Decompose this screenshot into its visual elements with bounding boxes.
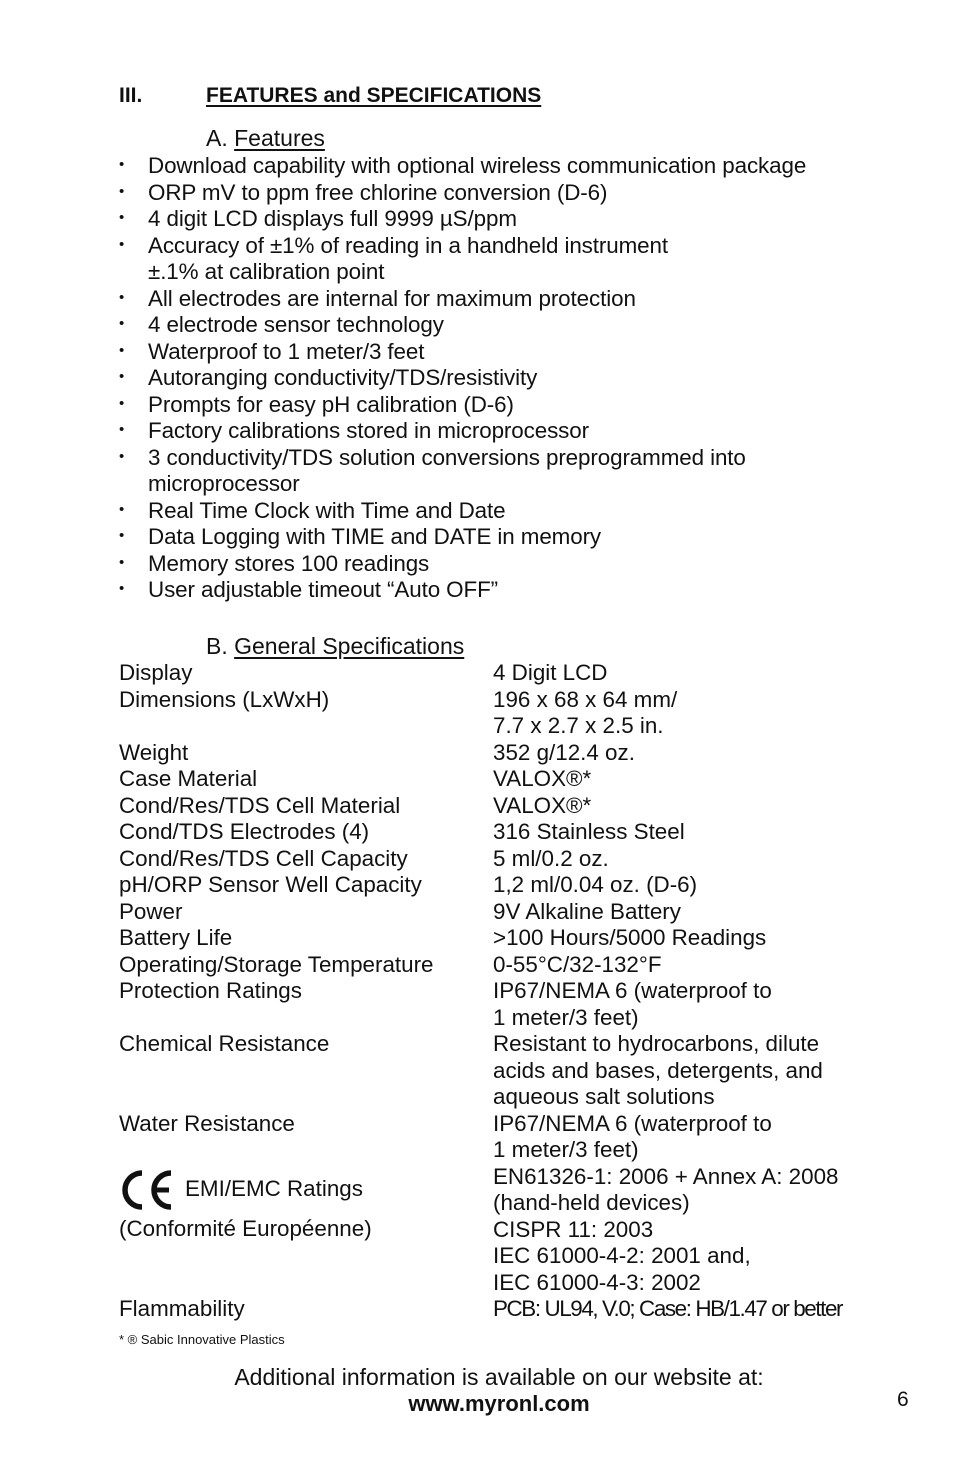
feature-item-line: • Accuracy of ±1% of reading in a handheld instrument <box>148 232 668 258</box>
specs-heading-label: General Specifications <box>234 633 465 659</box>
spec-value-line: Resistant to hydrocarbons, dilute <box>493 1031 820 1056</box>
spec-label: pH/ORP Sensor Well Capacity <box>119 872 422 897</box>
feature-item-line: • Waterproof to 1 meter/3 feet <box>148 338 425 364</box>
emi-label-line <box>119 1164 493 1216</box>
spec-value <box>493 793 899 820</box>
feature-item <box>119 153 879 180</box>
spec-value-line: 1 meter/3 feet) <box>493 1137 639 1162</box>
spec-label: Cond/Res/TDS Cell Capacity <box>119 845 408 871</box>
feature-item <box>119 418 879 445</box>
spec-row <box>119 1111 899 1164</box>
emi-value-line: IEC 61000-4-2: 2001 and, <box>493 1243 751 1268</box>
spec-value-line: >100 Hours/5000 Readings <box>493 925 767 950</box>
spec-row <box>119 846 899 873</box>
ce-mark-icon <box>119 1167 177 1213</box>
spec-label: Water Resistance <box>119 1110 295 1136</box>
spec-row <box>119 978 899 1031</box>
specs-rows <box>119 660 899 1164</box>
spec-value-line: 352 g/12.4 oz. <box>493 739 635 765</box>
page-number: 6 <box>897 1388 909 1411</box>
feature-item <box>119 286 879 313</box>
spec-label: Battery Life <box>119 925 233 950</box>
spec-value <box>493 846 899 873</box>
spec-row <box>119 793 899 820</box>
spec-value-line: acids and bases, detergents, and <box>493 1057 823 1083</box>
spec-value-line: 4 Digit LCD <box>493 660 608 685</box>
footnote: * ® Sabic Innovative Plastics <box>119 1332 285 1347</box>
feature-item-line: • 4 electrode sensor technology <box>148 312 444 337</box>
spec-value <box>493 925 899 952</box>
spec-value <box>493 687 899 740</box>
spec-value <box>493 978 899 1031</box>
spec-label: Display <box>119 660 193 685</box>
specs-heading-prefix: B. <box>206 633 228 659</box>
features-heading <box>206 125 325 152</box>
spec-value-line: 1 meter/3 feet) <box>493 1004 639 1030</box>
flammability-value: PCB: UL94, V.0; Case: HB/1.47 or better <box>493 1296 843 1321</box>
spec-value-line: 7.7 x 2.7 x 2.5 in. <box>493 713 664 738</box>
spec-value <box>493 819 899 846</box>
emi-value-line: EN61326-1: 2006 + Annex A: 2008 <box>493 1163 839 1189</box>
flammability-row <box>119 1296 899 1323</box>
feature-item-line: • ORP mV to ppm free chlorine conversion (D-6) <box>148 179 608 205</box>
emi-values <box>493 1164 838 1297</box>
feature-item <box>119 524 879 551</box>
flammability-label: Flammability <box>119 1296 245 1321</box>
emi-row <box>119 1164 899 1297</box>
feature-item <box>119 445 879 498</box>
spec-value <box>493 660 899 687</box>
spec-label: Weight <box>119 739 189 765</box>
spec-value <box>493 952 899 979</box>
spec-value-line: 196 x 68 x 64 mm/ <box>493 686 678 712</box>
website-url: www.myronl.com <box>408 1391 590 1416</box>
feature-item <box>119 233 879 286</box>
features-heading-label: Features <box>234 125 325 151</box>
feature-item <box>119 498 879 525</box>
spec-value <box>493 740 899 767</box>
feature-item <box>119 577 879 604</box>
spec-value-line: IP67/NEMA 6 (waterproof to <box>493 978 772 1003</box>
feature-item-line: • 3 conductivity/TDS solution conversions preprogrammed into <box>148 444 746 470</box>
spec-row <box>119 1031 899 1111</box>
feature-item <box>119 339 879 366</box>
feature-item-line: • 4 digit LCD displays full 9999 µS/ppm <box>148 206 517 231</box>
feature-item-line: • Factory calibrations stored in microprocessor <box>148 418 589 443</box>
spec-value-line: aqueous salt solutions <box>493 1084 715 1109</box>
spec-value <box>493 766 899 793</box>
feature-item-line: • All electrodes are internal for maximum protection <box>148 285 636 311</box>
feature-item-line: • User adjustable timeout “Auto OFF” <box>148 577 499 602</box>
specs-heading <box>206 633 464 660</box>
feature-item <box>119 312 879 339</box>
feature-item-line: ±.1% at calibration point <box>148 259 385 284</box>
spec-value-line: VALOX®* <box>493 792 592 818</box>
spec-label: Operating/Storage Temperature <box>119 951 434 977</box>
spec-value-line: 0-55°C/32-132°F <box>493 951 662 977</box>
section-number: III. <box>119 84 143 107</box>
spec-value <box>493 872 899 899</box>
spec-label: Dimensions (LxWxH) <box>119 686 330 712</box>
emi-label-cell <box>119 1164 493 1297</box>
spec-label: Cond/Res/TDS Cell Material <box>119 792 401 818</box>
spec-label: Cond/TDS Electrodes (4) <box>119 819 370 844</box>
spec-label: Power <box>119 898 183 924</box>
feature-item-line: • Data Logging with TIME and DATE in memory <box>148 524 602 549</box>
spec-value <box>493 1111 899 1164</box>
spec-value-line: 9V Alkaline Battery <box>493 898 681 924</box>
emi-value-line: IEC 61000-4-3: 2002 <box>493 1269 701 1295</box>
spec-value-line: 5 ml/0.2 oz. <box>493 845 609 871</box>
spec-value-line: IP67/NEMA 6 (waterproof to <box>493 1110 772 1136</box>
feature-item-line: • Download capability with optional wireless communication package <box>148 153 807 178</box>
spec-row <box>119 899 899 926</box>
section-title: FEATURES and SPECIFICATIONS <box>206 84 542 107</box>
spec-value-line: VALOX®* <box>493 766 592 791</box>
spec-row <box>119 766 899 793</box>
feature-item <box>119 551 879 578</box>
feature-item-line: • Autoranging conductivity/TDS/resistivity <box>148 365 538 390</box>
features-heading-prefix: A. <box>206 125 228 151</box>
spec-row <box>119 819 899 846</box>
specs-table <box>119 660 899 1323</box>
feature-item-line: • Memory stores 100 readings <box>148 550 430 576</box>
spec-row <box>119 952 899 979</box>
emi-value-line: (hand-held devices) <box>493 1190 690 1215</box>
spec-row <box>119 660 899 687</box>
feature-item <box>119 180 879 207</box>
spec-row <box>119 687 899 740</box>
emi-value-line: CISPR 11: 2003 <box>493 1216 654 1242</box>
spec-label: Case Material <box>119 766 258 791</box>
website-info: Additional information is available on our website at: <box>234 1364 764 1390</box>
spec-value-line: 316 Stainless Steel <box>493 819 685 844</box>
feature-item <box>119 206 879 233</box>
spec-row <box>119 740 899 767</box>
spec-row <box>119 925 899 952</box>
spec-label: Chemical Resistance <box>119 1031 330 1056</box>
feature-item-line: microprocessor <box>148 471 300 496</box>
spec-row <box>119 872 899 899</box>
spec-value <box>493 1031 899 1111</box>
emi-sublabel: (Conformité Européenne) <box>119 1215 372 1241</box>
feature-item <box>119 365 879 392</box>
feature-item <box>119 392 879 419</box>
feature-item-line: • Real Time Clock with Time and Date <box>148 497 506 523</box>
emi-label: EMI/EMC Ratings <box>185 1176 363 1202</box>
spec-label: Protection Ratings <box>119 978 302 1003</box>
feature-item-line: • Prompts for easy pH calibration (D-6) <box>148 391 514 417</box>
features-list <box>119 153 879 604</box>
spec-value-line: 1,2 ml/0.04 oz. (D-6) <box>493 872 698 897</box>
spec-value <box>493 899 899 926</box>
